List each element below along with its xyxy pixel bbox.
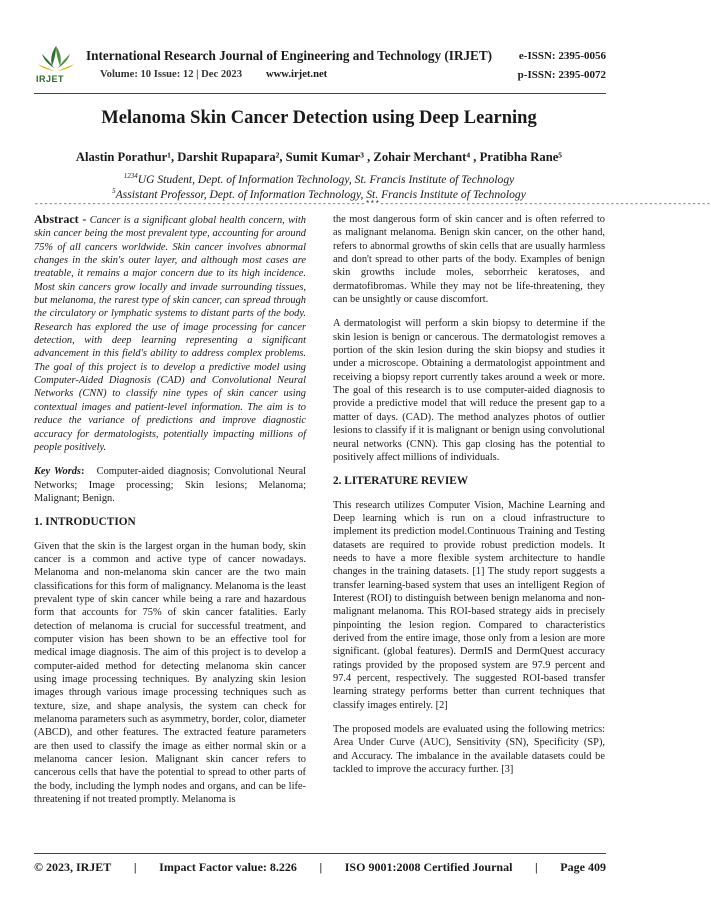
pissn: p-ISSN: 2395-0072	[517, 69, 606, 81]
eissn: e-ISSN: 2395-0056	[518, 50, 606, 62]
literature-heading: 2. LITERATURE REVIEW	[333, 475, 469, 488]
affiliation-students-marker: 1234	[123, 172, 138, 180]
footer-copyright: © 2023, IRJET	[34, 860, 112, 874]
affiliation-students-text: UG Student, Dept. of Information Technology, St. Francis Institute of Technology	[137, 172, 515, 186]
left-column	[34, 213, 306, 817]
footer-separator: |	[535, 860, 538, 874]
affiliation-students	[0, 172, 638, 186]
literature-paragraph-2: The proposed models are evaluated using the following metrics: Area Under Curve (AUC), Sensitivity (SN), Specificity (SP), and Accuracy. The imbalance in the available datasets could be tackled to improve the accuracy further. [3]	[333, 724, 605, 776]
right-column	[333, 213, 605, 787]
biopsy-paragraph: A dermatologist will perform a skin biopsy to determine if the skin lesion is benign or cancerous. The dermatologist removes a portion of the skin lesion during the skin biopsy and studies it under a microscope. Obtaining a dermatologist appointment and receiving a biopsy report currently takes around a week or more. The goal of this research is to use computer-aided diagnosis to provide a predictive model that will reduce the present gap to a matter of days. (CAD). The method analyzes photos of outlier lesions to classify if it is malignant or benign using convolutional neural networks (CNN). This gap closing has the potential to positively affect millions of individuals.	[333, 318, 605, 463]
footer-separator: |	[319, 860, 323, 874]
journal-header	[34, 44, 606, 92]
intro-paragraph: Given that the skin is the largest organ in the human body, skin cancer is a common and active type of cancer nowadays. Melanoma and non-melanoma skin cancer are the two main classifications for this form of malignancy. Melanoma is the least prevalent type of skin cancer while being a rare and hazardous form that accounts for 75% of skin cancer fatalities. Early detection of melanoma is crucial for successful treatment, and computer vision has been shown to be an effective tool for medical image diagnosis. The aim of this project is to develop a computer-aided method for detecting melanoma skin cancer using image processing techniques. By analyzing skin lesion images through various image processing techniques such as texture, size, and shape analysis, the system can check for melanoma parameters such as asymmetry, border, color, diameter (ABCD), and other features. The extracted feature parameters are then used to classify the image as either normal skin or a melanoma cancer lesion. Malignant skin cancer refers to cancerous cells that have the potential to spread to other parts of the body, including the lymph nodes and organs, and can be life-threatening if not treated promptly. Melanoma is	[34, 540, 307, 806]
footer-separator: |	[133, 860, 137, 874]
volume-info: Volume: 10 Issue: 12 | Dec 2023	[100, 69, 243, 80]
footer	[34, 860, 606, 875]
intro-heading: 1. INTRODUCTION	[34, 516, 136, 529]
keywords: Key Words: Computer-aided diagnosis; Convolutional Neural Networks; Image processing; Skin lesions; Melanoma; Malignant; Benign.	[34, 466, 306, 504]
footer-page-number: Page 409	[560, 860, 606, 874]
journal-url-link[interactable]: www.irjet.net	[266, 69, 328, 80]
section-divider: ---------------------------------------------------------------------***---------------------------------------------------------------------	[34, 200, 711, 209]
keywords-label: Key Words	[34, 466, 81, 478]
footer-rule	[34, 853, 606, 854]
footer-impact-factor: Impact Factor value: 8.226	[159, 860, 297, 874]
affiliation-professor-text: Assistant Professor, Dept. of Information Technology, St. Francis Institute of Technology	[115, 187, 526, 201]
abstract-text: Cancer is a significant global health concern, with skin cancer being the most prevalent type, accounting for around 75% of all cancers worldwide. Skin cancer involves abnormal changes in the skin's outer layer, and although most cases are treatable, it remains a major concern due to its high incidence. Most skin cancers grow locally and invade surrounding tissues, but melanoma, the rarest type of skin cancer, can spread through the circulatory or lymphatic systems to distant parts of the body. Research has explored the use of image processing for cancer detection, with deep learning representing a significant advancement in this field's ability to address complex problems. The goal of this project is to develop a predictive model using Computer-Aided Diagnosis (CAD) and Convolutional Neural Networks (CNN) to classify nine types of skin cancer using contextual images and patient-level information. The aim is to reduce the variance of predictions and improve diagnostic accuracy for dermatologists, potentially impacting millions of people positively.	[34, 215, 306, 453]
keywords-text: Computer-aided diagnosis; Convolutional Neural Networks; Image processing; Skin lesions; Melanoma; Malignant; Benign.	[34, 466, 306, 504]
header-rule	[34, 93, 606, 94]
authors: Alastin Porathur¹, Darshit Rupapara², Sumit Kumar³ , Zohair Merchant⁴ , Pratibha Rane⁵	[75, 150, 563, 164]
affiliation-professor-marker: 5	[112, 187, 116, 195]
abstract	[34, 213, 306, 454]
intro-paragraph-cont: the most dangerous form of skin cancer and is often referred to as malignant melanoma. Benign skin cancer, on the other hand, refers to abnormal growths of skin cells that are usually harmless and don't spread to other parts of the body. Examples of benign skin growths include moles, seborrheic keratoses, and dermatofibromas. While they may not be life-threatening, they can be unsightly or cause discomfort.	[333, 214, 605, 306]
abstract-label: Abstract -	[34, 212, 87, 226]
logo-text: IRJET	[36, 74, 65, 84]
journal-title: International Research Journal of Engineering and Technology (IRJET)	[86, 48, 493, 63]
literature-paragraph-1: This research utilizes Computer Vision, Machine Learning and Deep learning which is run on a cloud infrastructure to implement its prediction model.Continuous Training and Testing datasets are required to provide robust prediction models. It needs to have a more flexible system architecture to handle changes in the training datasets. [1] The study report suggests a transfer learning-based system that uses an intelligent Region of Interest (ROI) to distinguish between benign melanoma and non-malignant melanoma. This ROI-based strategy aids in precisely pinpointing the lesion region. Compared to characteristics derived from the entire image, those only from a lesion are more significant. (global features). DermIS and DermQuest accuracy ratings provided by the proposed system are 97.9 percent and 97.4 percent, respectively. The suggested ROI-based transfer learning strategy performs better than current techniques that classify images entirely. [2]	[333, 499, 605, 711]
affiliation-professor	[0, 187, 638, 201]
paper-title: Melanoma Skin Cancer Detection using Deep Learning	[101, 108, 537, 128]
footer-iso: ISO 9001:2008 Certified Journal	[344, 860, 513, 874]
